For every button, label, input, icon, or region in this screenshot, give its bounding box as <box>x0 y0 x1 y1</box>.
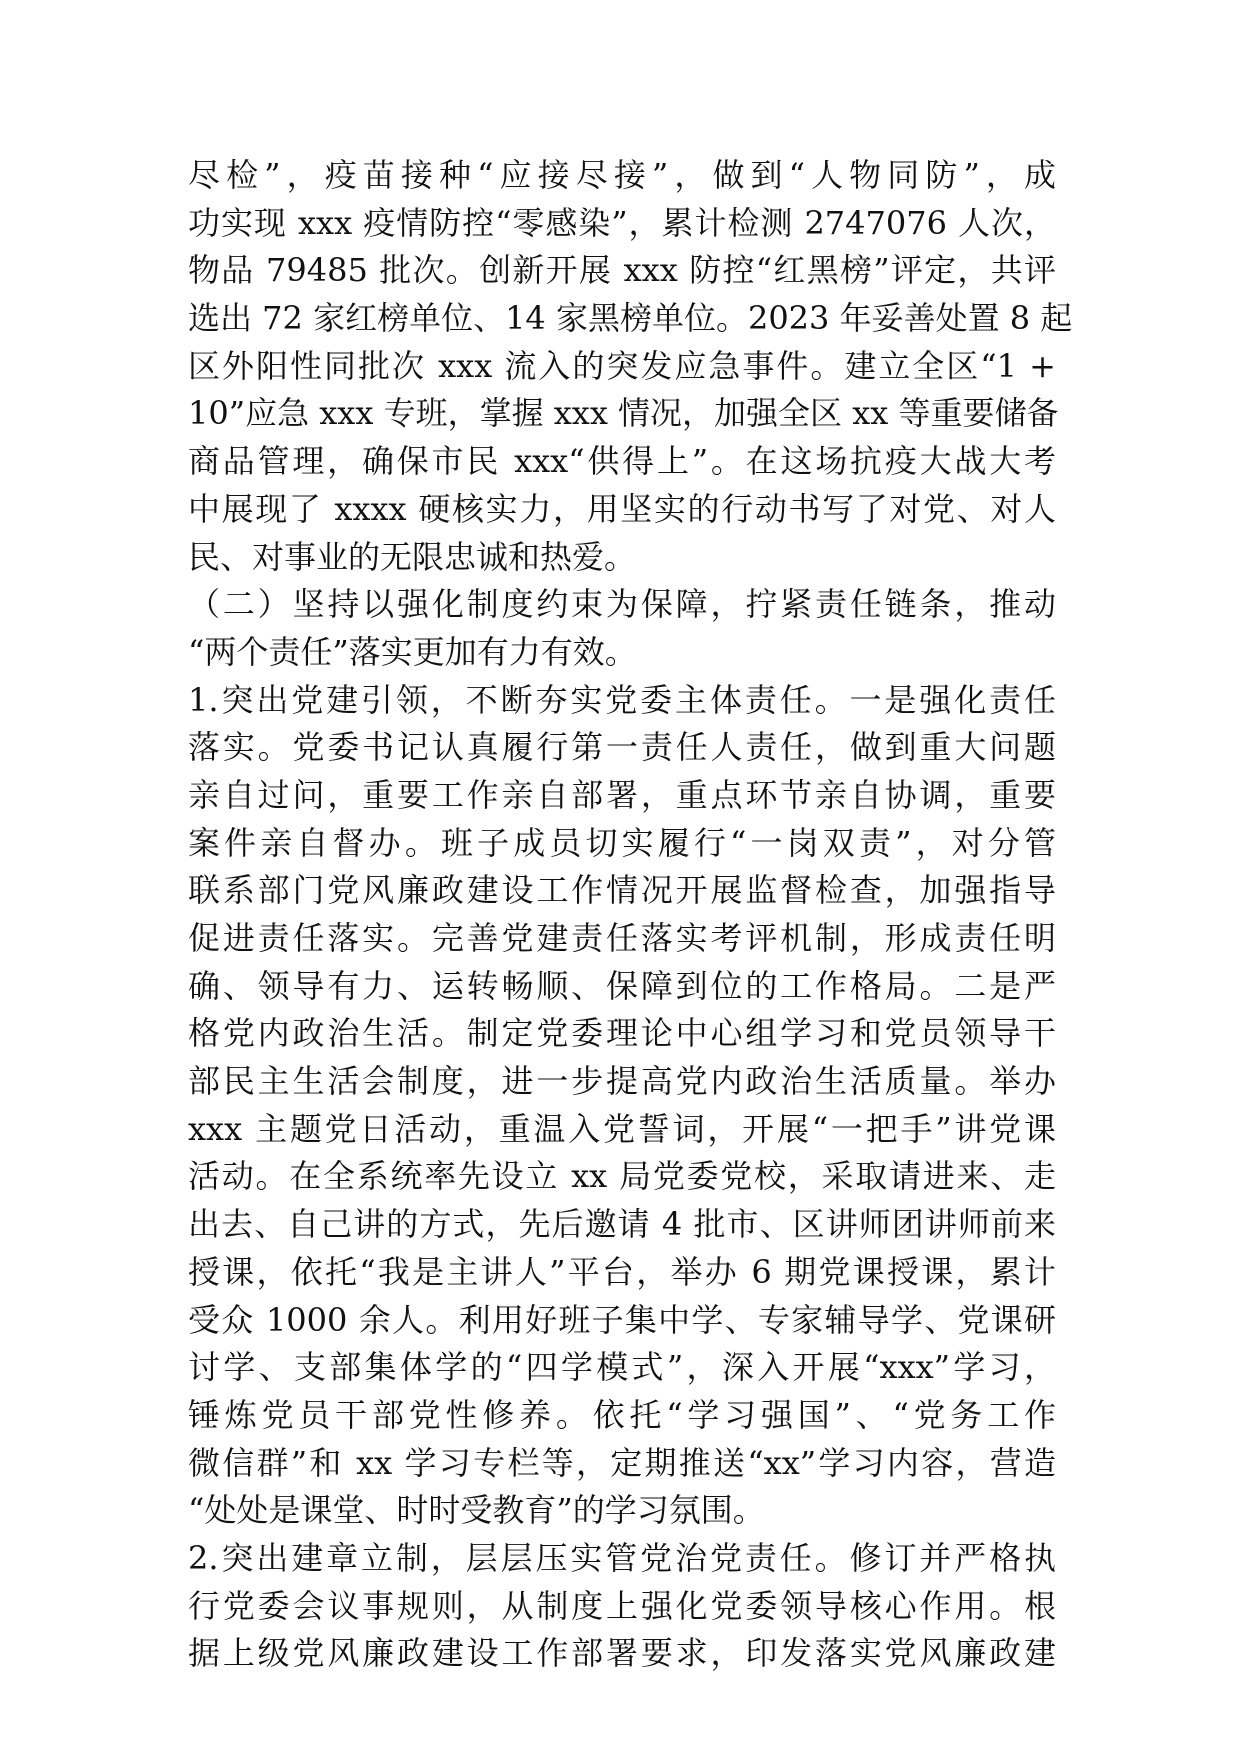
text-line: 讨学、支部集体学的“四学模式”，深入开展“xxx”学习， <box>188 1348 1056 1387</box>
section-heading-2 <box>188 581 1056 676</box>
text-line: 行党委会议事规则，从制度上强化党委领导核心作用。根 <box>188 1586 1056 1625</box>
text-line: 授课，依托“我是主讲人”平台，举办 6 期党课授课，累计 <box>188 1252 1056 1291</box>
document-body <box>188 152 1073 1678</box>
text-line: 商品管理，确保市民 xxx“供得上”。在这场抗疫大战大考 <box>188 442 1056 481</box>
paragraph-3 <box>188 677 1056 1535</box>
text-line: 尽检”，疫苗接种“应接尽接”，做到“人物同防”，成 <box>188 156 1056 194</box>
heading-line: “两个责任”落实更加有力有效。 <box>188 632 637 671</box>
text-line: 区外阳性同批次 xxx 流入的突发应急事件。建立全区“1 + <box>188 346 1056 385</box>
text-line: 案件亲自督办。班子成员切实履行“一岗双责”，对分管 <box>188 823 1056 862</box>
text-line: xxx 主题党日活动，重温入党誓词，开展“一把手”讲党课 <box>188 1109 1056 1148</box>
text-line: 据上级党风廉政建设工作部署要求，印发落实党风廉政建 <box>188 1634 1056 1673</box>
text-line: 微信群”和 xx 学习专栏等，定期推送“xx”学习内容，营造 <box>188 1443 1056 1482</box>
text-line: 出去、自己讲的方式，先后邀请 4 批市、区讲师团讲师前来 <box>188 1205 1056 1244</box>
text-line: 选出 72 家红榜单位、14 家黑榜单位。2023 年妥善处置 8 起 <box>188 299 1073 338</box>
paragraph-4 <box>188 1535 1056 1678</box>
text-line: 促进责任落实。完善党建责任落实考评机制，形成责任明 <box>188 919 1056 957</box>
text-line: 10”应急 xxx 专班，掌握 xxx 情况，加强全区 xx 等重要储备 <box>188 394 1059 433</box>
text-line: 民、对事业的无限忠诚和热爱。 <box>188 537 637 576</box>
text-line: 活动。在全系统率先设立 xx 局党委党校，采取请进来、走 <box>188 1157 1056 1196</box>
text-line: 1.突出党建引领，不断夯实党委主体责任。一是强化责任 <box>188 680 1056 719</box>
text-line: 格党内政治生活。制定党委理论中心组学习和党员领导干 <box>188 1014 1056 1053</box>
text-line: 功实现 xxx 疫情防控“零感染”，累计检测 2747076 人次， <box>188 203 1056 242</box>
heading-line: （二）坚持以强化制度约束为保障，拧紧责任链条，推动 <box>188 585 1056 624</box>
text-line: 物品 79485 批次。创新开展 xxx 防控“红黑榜”评定，共评 <box>188 251 1056 290</box>
text-line: “处处是课堂、时时受教育”的学习氛围。 <box>188 1491 765 1530</box>
paragraph-1 <box>188 152 1073 581</box>
text-line: 2.突出建章立制，层层压实管党治党责任。修订并严格执 <box>188 1538 1056 1577</box>
text-line: 中展现了 xxxx 硬核实力，用坚实的行动书写了对党、对人 <box>188 489 1056 528</box>
text-line: 联系部门党风廉政建设工作情况开展监督检查，加强指导 <box>188 871 1056 910</box>
text-line: 锤炼党员干部党性修养。依托“学习强国”、“党务工作 <box>188 1395 1056 1434</box>
text-line: 确、领导有力、运转畅顺、保障到位的工作格局。二是严 <box>188 966 1056 1005</box>
text-line: 落实。党委书记认真履行第一责任人责任，做到重大问题 <box>188 728 1056 767</box>
text-line: 亲自过问，重要工作亲自部署，重点环节亲自协调，重要 <box>188 775 1056 814</box>
text-line: 部民主生活会制度，进一步提高党内政治生活质量。举办 <box>188 1062 1056 1101</box>
text-line: 受众 1000 余人。利用好班子集中学、专家辅导学、党课研 <box>188 1300 1056 1339</box>
